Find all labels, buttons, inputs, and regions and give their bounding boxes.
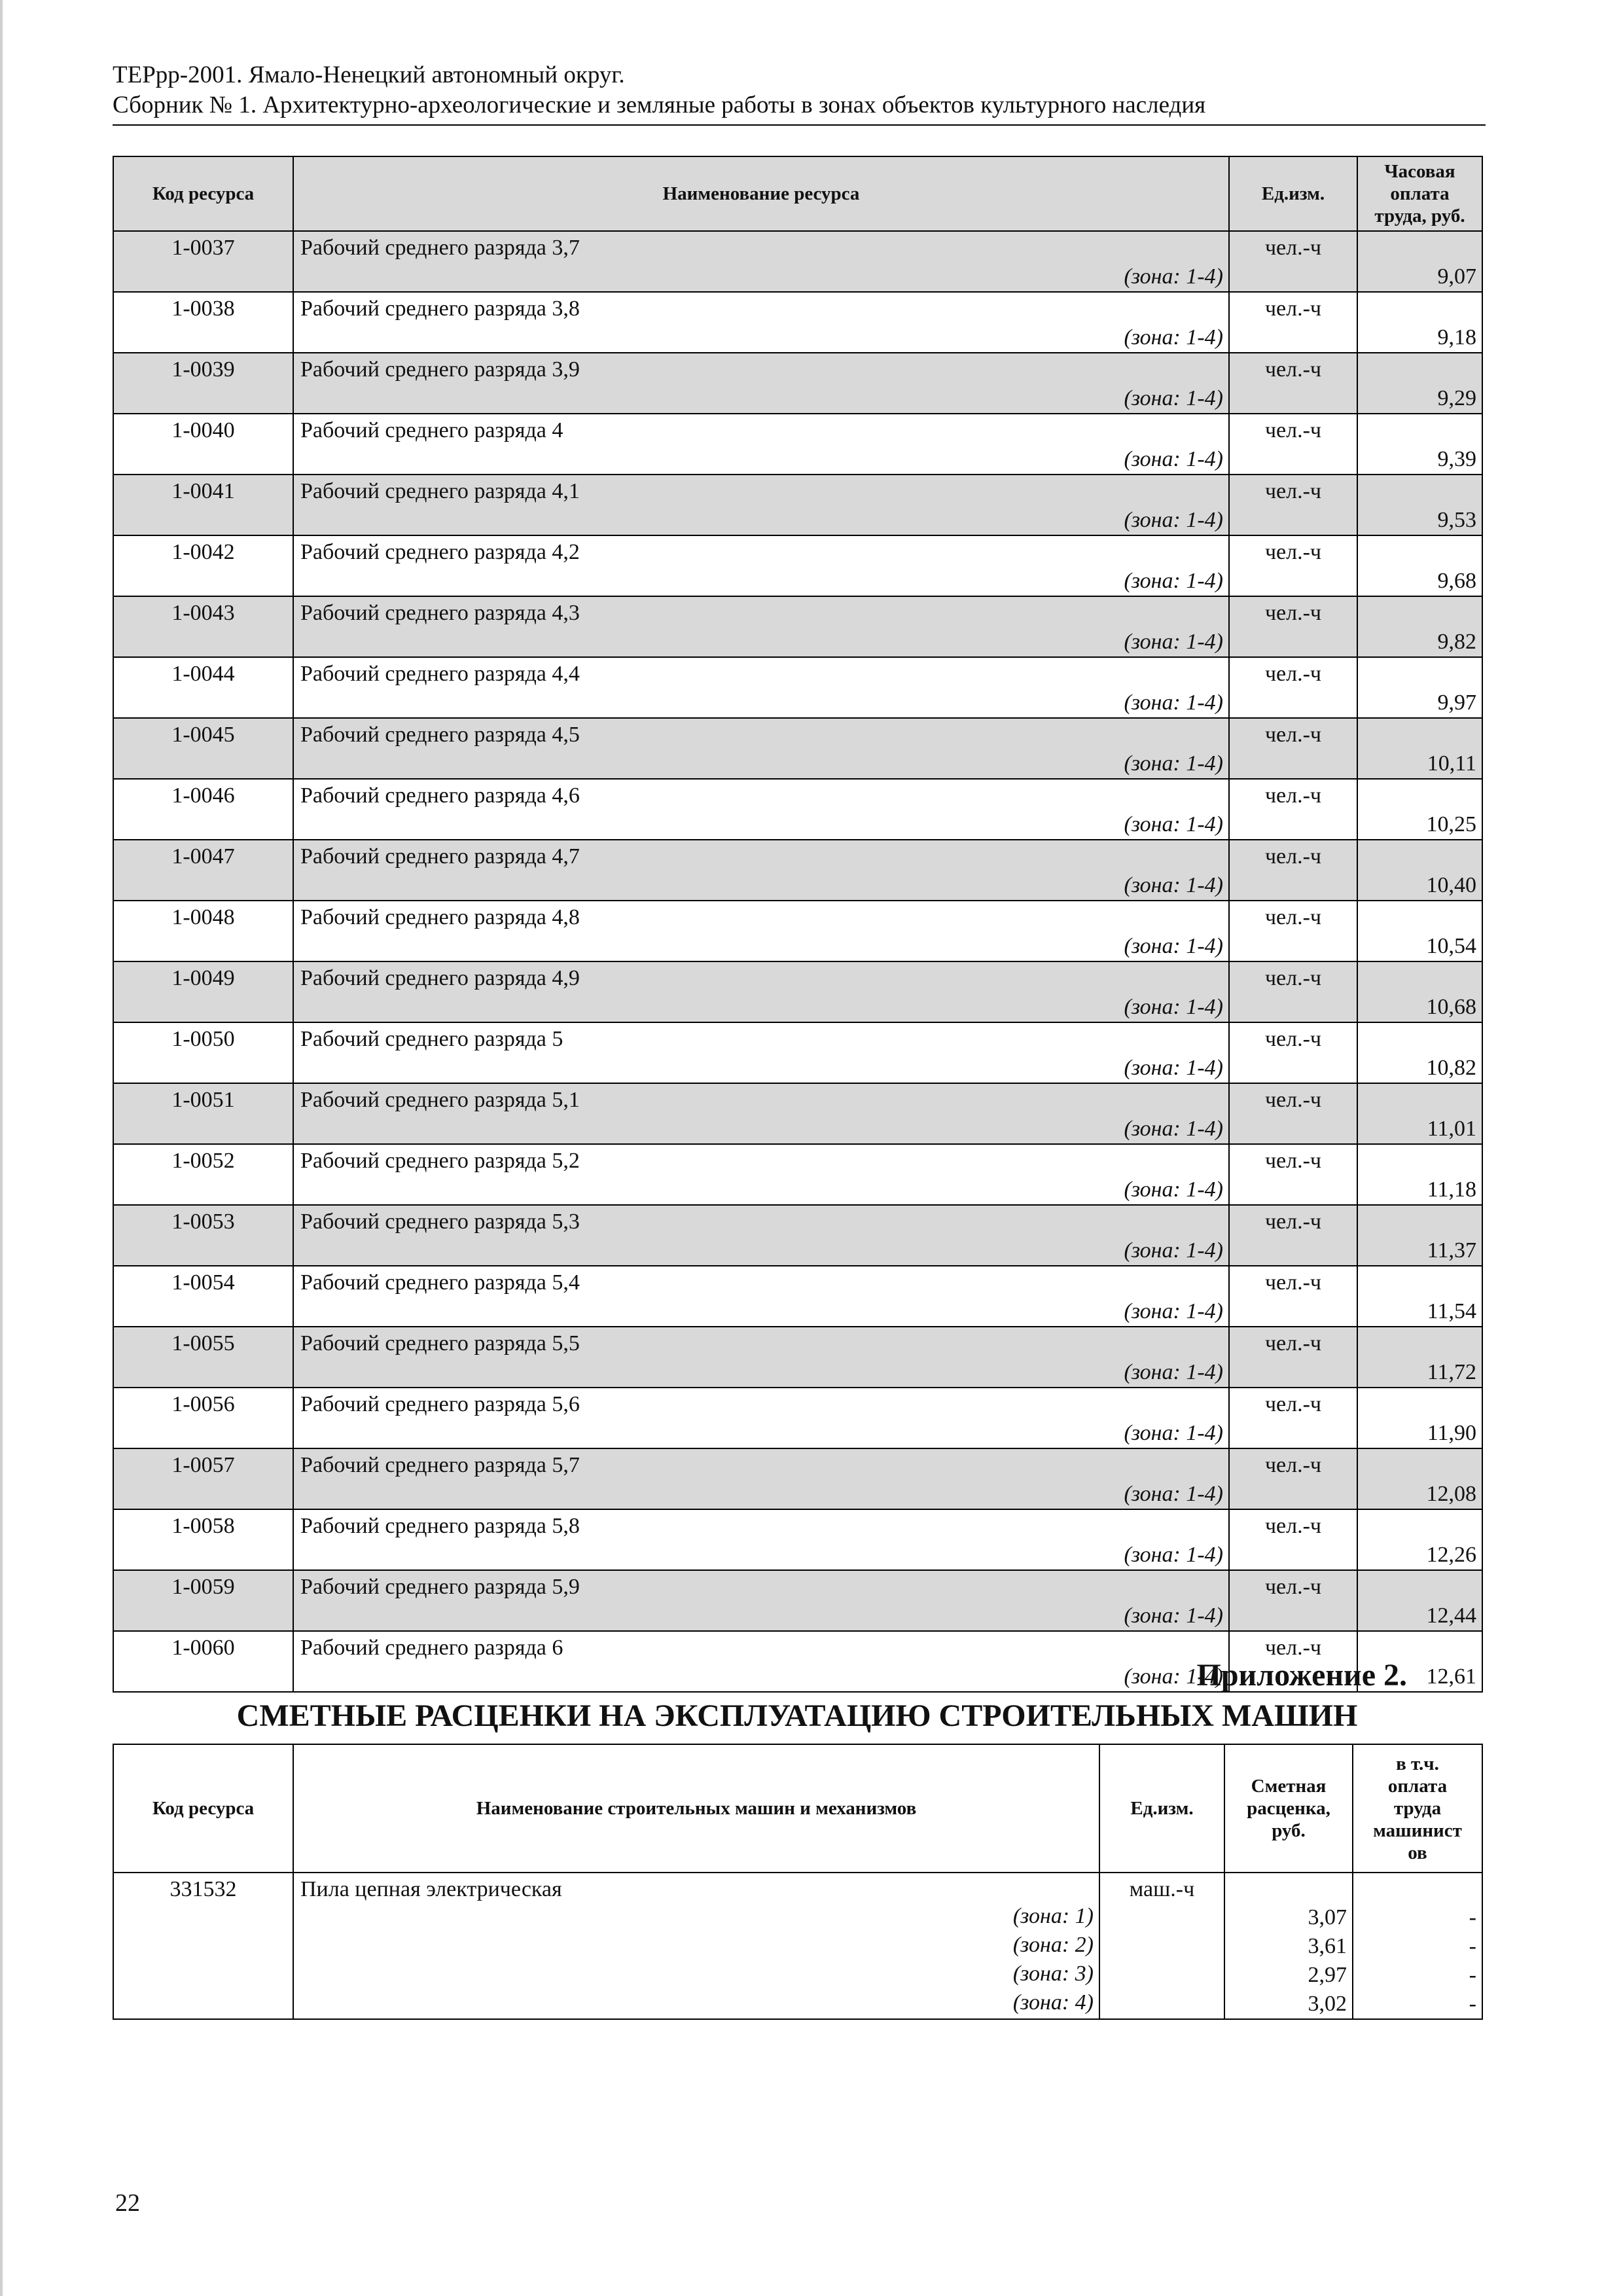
cell-name <box>293 535 1229 596</box>
zone-label: (зона: 1-4) <box>1124 691 1223 715</box>
resource-name: Рабочий среднего разряда 4,6 <box>300 783 580 808</box>
cell-name <box>293 1388 1229 1448</box>
cell-unit: чел.-ч <box>1229 901 1357 961</box>
cell-price <box>1224 1873 1353 2019</box>
cell-price: 10,40 <box>1357 840 1482 901</box>
col-header-labor-line: машинист <box>1373 1820 1462 1841</box>
zone-label: (зона: 1-4) <box>1124 1543 1223 1567</box>
resource-name: Рабочий среднего разряда 5,3 <box>300 1210 580 1234</box>
cell-unit: чел.-ч <box>1229 779 1357 840</box>
page-left-edge <box>0 0 3 2296</box>
table-row <box>113 535 1482 596</box>
col-header-labor-line: труда <box>1393 1798 1442 1819</box>
zone-label: (зона: 1-4) <box>1124 386 1223 410</box>
zone-price: 3,02 <box>1308 1992 1347 2016</box>
zone-list <box>294 1902 1099 2017</box>
resource-name: Рабочий среднего разряда 6 <box>300 1636 563 1660</box>
col-header-price-line: расценка, <box>1247 1798 1330 1819</box>
cell-code: 1-0040 <box>113 414 293 475</box>
cell-code: 1-0042 <box>113 535 293 596</box>
resource-name: Рабочий среднего разряда 5,5 <box>300 1331 580 1355</box>
cell-name <box>293 779 1229 840</box>
cell-code: 1-0044 <box>113 657 293 718</box>
machine-name: Пила цепная электрическая <box>300 1877 562 1901</box>
cell-unit: маш.-ч <box>1099 1873 1224 2019</box>
col-header-price <box>1224 1744 1353 1873</box>
col-header-unit: Ед.изм. <box>1099 1744 1224 1873</box>
cell-code: 1-0049 <box>113 961 293 1022</box>
zone-label: (зона: 2) <box>1012 1933 1094 1957</box>
cell-code: 1-0039 <box>113 353 293 414</box>
col-header-price-line: руб. <box>1272 1820 1306 1841</box>
table-row <box>113 718 1482 779</box>
zone-label: (зона: 1-4) <box>1124 934 1223 958</box>
cell-name <box>293 1205 1229 1266</box>
cell-name <box>293 1873 1099 2019</box>
cell-unit: чел.-ч <box>1229 1631 1357 1692</box>
cell-unit: чел.-ч <box>1229 840 1357 901</box>
cell-code: 1-0043 <box>113 596 293 657</box>
zone-label: (зона: 4) <box>1012 1990 1094 2015</box>
cell-name <box>293 1509 1229 1570</box>
cell-code: 1-0056 <box>113 1388 293 1448</box>
cell-name <box>293 1083 1229 1144</box>
cell-unit: чел.-ч <box>1229 535 1357 596</box>
cell-unit: чел.-ч <box>1229 1448 1357 1509</box>
zone-labor: - <box>1469 1963 1476 1987</box>
resource-name: Рабочий среднего разряда 4,5 <box>300 723 580 747</box>
resource-name: Рабочий среднего разряда 4,9 <box>300 966 580 990</box>
resource-name: Рабочий среднего разряда 4,2 <box>300 540 580 564</box>
col-header-price <box>1357 156 1482 231</box>
zone-label: (зона: 1-4) <box>1124 812 1223 836</box>
table-row <box>113 961 1482 1022</box>
cell-name <box>293 961 1229 1022</box>
cell-name <box>293 475 1229 535</box>
table-row <box>113 292 1482 353</box>
cell-price: 11,90 <box>1357 1388 1482 1448</box>
col-header-unit: Ед.изм. <box>1229 156 1357 231</box>
cell-name <box>293 353 1229 414</box>
header-rule <box>113 124 1486 126</box>
zone-label: (зона: 1-4) <box>1124 264 1223 289</box>
cell-unit: чел.-ч <box>1229 718 1357 779</box>
col-header-code: Код ресурса <box>113 1744 293 1873</box>
cell-unit: чел.-ч <box>1229 657 1357 718</box>
cell-name <box>293 596 1229 657</box>
cell-unit: чел.-ч <box>1229 231 1357 292</box>
cell-code: 1-0052 <box>113 1144 293 1205</box>
cell-unit: чел.-ч <box>1229 414 1357 475</box>
table-row <box>113 414 1482 475</box>
col-header-price-line: Сметная <box>1251 1776 1327 1797</box>
col-header-price-line: Часовая <box>1384 161 1455 182</box>
table-row <box>113 840 1482 901</box>
table-row <box>113 1022 1482 1083</box>
zone-label: (зона: 1-4) <box>1124 630 1223 654</box>
resource-name: Рабочий среднего разряда 4,4 <box>300 662 580 686</box>
cell-price: 11,72 <box>1357 1327 1482 1388</box>
resource-name: Рабочий среднего разряда 5,7 <box>300 1453 580 1477</box>
cell-unit: чел.-ч <box>1229 1266 1357 1327</box>
cell-name <box>293 1022 1229 1083</box>
col-header-labor-line: ов <box>1408 1842 1427 1863</box>
cell-name <box>293 718 1229 779</box>
cell-price: 12,61 <box>1357 1631 1482 1692</box>
resource-name: Рабочий среднего разряда 5,4 <box>300 1270 580 1295</box>
cell-price: 12,26 <box>1357 1509 1482 1570</box>
cell-unit: чел.-ч <box>1229 961 1357 1022</box>
zone-label: (зона: 1-4) <box>1124 569 1223 593</box>
zone-label: (зона: 1-4) <box>1124 1056 1223 1080</box>
cell-unit: чел.-ч <box>1229 1144 1357 1205</box>
zone-label: (зона: 1-4) <box>1124 751 1223 776</box>
table-row <box>113 1205 1482 1266</box>
cell-price: 10,11 <box>1357 718 1482 779</box>
col-header-code: Код ресурса <box>113 156 293 231</box>
zone-label: (зона: 1-4) <box>1124 1177 1223 1202</box>
table-row <box>113 353 1482 414</box>
cell-price: 9,07 <box>1357 231 1482 292</box>
cell-code: 1-0059 <box>113 1570 293 1631</box>
resource-name: Рабочий среднего разряда 4,3 <box>300 601 580 625</box>
appendix-title: Приложение 2. <box>1196 1658 1407 1693</box>
zone-label: (зона: 1-4) <box>1124 508 1223 532</box>
table-row <box>113 1144 1482 1205</box>
cell-price: 9,68 <box>1357 535 1482 596</box>
resource-name: Рабочий среднего разряда 4,1 <box>300 479 580 503</box>
cell-price: 10,54 <box>1357 901 1482 961</box>
table-row <box>113 475 1482 535</box>
resource-name: Рабочий среднего разряда 5,1 <box>300 1088 580 1112</box>
zone-price: 2,97 <box>1308 1963 1347 1987</box>
cell-price: 12,08 <box>1357 1448 1482 1509</box>
cell-code: 1-0053 <box>113 1205 293 1266</box>
cell-name <box>293 292 1229 353</box>
col-header-labor <box>1353 1744 1482 1873</box>
cell-code: 1-0048 <box>113 901 293 961</box>
zone-label: (зона: 1-4) <box>1124 1421 1223 1445</box>
table-row <box>113 1327 1482 1388</box>
labor-rates-table <box>113 156 1483 1693</box>
cell-name <box>293 901 1229 961</box>
cell-price: 11,54 <box>1357 1266 1482 1327</box>
machine-rates-table <box>113 1744 1483 2020</box>
cell-name <box>293 1327 1229 1388</box>
cell-unit: чел.-ч <box>1229 1327 1357 1388</box>
cell-code: 1-0046 <box>113 779 293 840</box>
cell-price: 10,68 <box>1357 961 1482 1022</box>
resource-name: Рабочий среднего разряда 4 <box>300 418 563 442</box>
cell-labor <box>1353 1873 1482 2019</box>
zone-price: 3,61 <box>1308 1934 1347 1958</box>
cell-name <box>293 840 1229 901</box>
cell-unit: чел.-ч <box>1229 1388 1357 1448</box>
zone-label: (зона: 1-4) <box>1124 1664 1223 1689</box>
cell-price: 9,97 <box>1357 657 1482 718</box>
table-row <box>113 1266 1482 1327</box>
zone-label: (зона: 1-4) <box>1124 1482 1223 1506</box>
cell-name <box>293 657 1229 718</box>
cell-price: 11,37 <box>1357 1205 1482 1266</box>
cell-name <box>293 231 1229 292</box>
zone-label: (зона: 1-4) <box>1124 873 1223 897</box>
zone-label: (зона: 1-4) <box>1124 325 1223 350</box>
zone-label: (зона: 3) <box>1012 1962 1094 1986</box>
resource-name: Рабочий среднего разряда 5,9 <box>300 1575 580 1599</box>
zone-labor: - <box>1469 1905 1476 1929</box>
cell-name <box>293 1448 1229 1509</box>
resource-name: Рабочий среднего разряда 3,8 <box>300 296 580 321</box>
resource-name: Рабочий среднего разряда 5,2 <box>300 1149 580 1173</box>
cell-price: 10,82 <box>1357 1022 1482 1083</box>
header-line-1: ТЕРрр-2001. Ямало-Ненецкий автономный округ. <box>113 62 625 88</box>
cell-unit: чел.-ч <box>1229 1509 1357 1570</box>
cell-price: 10,25 <box>1357 779 1482 840</box>
appendix-subtitle: СМЕТНЫЕ РАСЦЕНКИ НА ЭКСПЛУАТАЦИЮ СТРОИТЕЛЬНЫХ МАШИН <box>236 1698 1358 1733</box>
table-row <box>113 901 1482 961</box>
resource-name: Рабочий среднего разряда 5,8 <box>300 1514 580 1538</box>
resource-name: Рабочий среднего разряда 5,6 <box>300 1392 580 1416</box>
cell-unit: чел.-ч <box>1229 1083 1357 1144</box>
cell-name <box>293 414 1229 475</box>
cell-price: 11,01 <box>1357 1083 1482 1144</box>
page-number: 22 <box>115 2189 140 2217</box>
cell-unit: чел.-ч <box>1229 353 1357 414</box>
table-row <box>113 1448 1482 1509</box>
cell-code: 1-0038 <box>113 292 293 353</box>
cell-code: 1-0050 <box>113 1022 293 1083</box>
cell-unit: чел.-ч <box>1229 1570 1357 1631</box>
cell-unit: чел.-ч <box>1229 1022 1357 1083</box>
cell-unit: чел.-ч <box>1229 1205 1357 1266</box>
cell-price: 9,39 <box>1357 414 1482 475</box>
cell-price: 11,18 <box>1357 1144 1482 1205</box>
zone-label: (зона: 1-4) <box>1124 1360 1223 1384</box>
table-row <box>113 1083 1482 1144</box>
cell-code: 1-0047 <box>113 840 293 901</box>
cell-name <box>293 1266 1229 1327</box>
resource-name: Рабочий среднего разряда 4,8 <box>300 905 580 929</box>
price-list <box>1225 1873 1352 2018</box>
cell-code: 1-0037 <box>113 231 293 292</box>
cell-code: 1-0045 <box>113 718 293 779</box>
zone-labor: - <box>1469 1934 1476 1958</box>
zone-label: (зона: 1-4) <box>1124 447 1223 471</box>
cell-code: 1-0054 <box>113 1266 293 1327</box>
zone-label: (зона: 1-4) <box>1124 1117 1223 1141</box>
table-row <box>113 1388 1482 1448</box>
cell-code: 1-0051 <box>113 1083 293 1144</box>
table-row <box>113 1570 1482 1631</box>
col-header-labor-line: в т.ч. <box>1396 1753 1439 1774</box>
resource-name: Рабочий среднего разряда 3,9 <box>300 357 580 382</box>
col-header-name: Наименование ресурса <box>293 156 1229 231</box>
col-header-price-line: труда, руб. <box>1374 206 1465 226</box>
cell-unit: чел.-ч <box>1229 292 1357 353</box>
cell-name <box>293 1631 1229 1692</box>
cell-code: 331532 <box>113 1873 293 2019</box>
cell-name <box>293 1570 1229 1631</box>
resource-name: Рабочий среднего разряда 3,7 <box>300 236 580 260</box>
table-header-row <box>113 156 1482 231</box>
cell-unit: чел.-ч <box>1229 596 1357 657</box>
cell-code: 1-0057 <box>113 1448 293 1509</box>
cell-price: 9,53 <box>1357 475 1482 535</box>
table-header-row <box>113 1744 1482 1873</box>
zone-label: (зона: 1) <box>1012 1904 1094 1928</box>
cell-code: 1-0060 <box>113 1631 293 1692</box>
cell-name <box>293 1144 1229 1205</box>
zone-label: (зона: 1-4) <box>1124 1238 1223 1263</box>
cell-price: 9,18 <box>1357 292 1482 353</box>
table-row <box>113 231 1482 292</box>
document-header <box>113 60 1487 120</box>
resource-name: Рабочий среднего разряда 4,7 <box>300 844 580 869</box>
table-row <box>113 657 1482 718</box>
labor-list <box>1353 1873 1482 2018</box>
table-row <box>113 596 1482 657</box>
cell-code: 1-0041 <box>113 475 293 535</box>
cell-price: 12,44 <box>1357 1570 1482 1631</box>
zone-price: 3,07 <box>1308 1905 1347 1929</box>
table-row <box>113 1509 1482 1570</box>
zone-label: (зона: 1-4) <box>1124 1604 1223 1628</box>
zone-label: (зона: 1-4) <box>1124 1299 1223 1323</box>
col-header-price-line: оплата <box>1390 183 1450 204</box>
cell-price: 9,82 <box>1357 596 1482 657</box>
cell-code: 1-0058 <box>113 1509 293 1570</box>
header-line-2: Сборник № 1. Архитектурно-археологические и земляные работы в зонах объектов культурного наследия <box>113 92 1206 118</box>
cell-unit: чел.-ч <box>1229 475 1357 535</box>
table-row <box>113 779 1482 840</box>
zone-label: (зона: 1-4) <box>1124 995 1223 1019</box>
col-header-labor-line: оплата <box>1387 1776 1448 1797</box>
cell-code: 1-0055 <box>113 1327 293 1388</box>
cell-price: 9,29 <box>1357 353 1482 414</box>
resource-name: Рабочий среднего разряда 5 <box>300 1027 563 1051</box>
table-row <box>113 1873 1482 2019</box>
zone-labor: - <box>1469 1992 1476 2016</box>
col-header-name: Наименование строительных машин и механизмов <box>293 1744 1099 1873</box>
